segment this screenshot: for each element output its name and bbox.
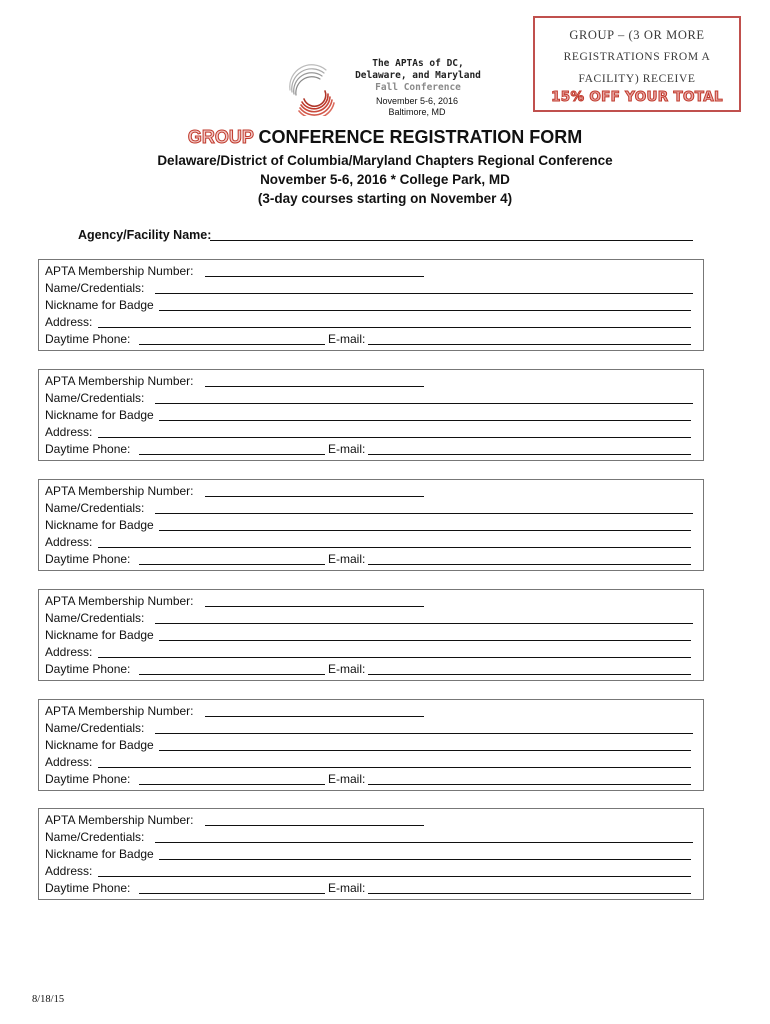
phone-email-row [45, 661, 695, 678]
nickname-field[interactable] [159, 859, 691, 860]
name-label: Name/Credentials: [45, 611, 145, 625]
name-label: Name/Credentials: [45, 281, 145, 295]
promo-offer: 15% OFF YOUR TOTAL [551, 89, 723, 105]
membership-row [45, 263, 695, 280]
address-row [45, 863, 695, 880]
email-label: E-mail: [328, 442, 366, 456]
membership-row [45, 812, 695, 829]
name-field[interactable] [155, 403, 693, 404]
membership-field[interactable] [205, 276, 424, 277]
membership-row [45, 703, 695, 720]
logo-line-2: Delaware, and Maryland [355, 70, 481, 81]
phone-email-row [45, 880, 695, 897]
email-field[interactable] [368, 564, 691, 565]
membership-field[interactable] [205, 386, 424, 387]
name-field[interactable] [155, 623, 693, 624]
phone-field[interactable] [139, 784, 325, 785]
name-field[interactable] [155, 842, 693, 843]
registrant-block [38, 259, 704, 351]
nickname-field[interactable] [159, 310, 691, 311]
membership-field[interactable] [205, 825, 424, 826]
promo-line-3: FACILITY) RECEIVE [578, 73, 696, 85]
phone-label: Daytime Phone: [45, 552, 131, 566]
nickname-row [45, 407, 695, 424]
address-field[interactable] [98, 437, 691, 438]
membership-row [45, 593, 695, 610]
subtitle-line-1: Delaware/District of Columbia/Maryland Chapters Regional Conference [157, 153, 613, 168]
name-row [45, 280, 695, 297]
email-label: E-mail: [328, 552, 366, 566]
promo-line-1: GROUP – (3 OR MORE [569, 28, 705, 42]
registrant-block [38, 369, 704, 461]
agency-label: Agency/Facility Name: [78, 228, 212, 242]
name-label: Name/Credentials: [45, 391, 145, 405]
registrant-block [38, 808, 704, 900]
name-label: Name/Credentials: [45, 501, 145, 515]
title-rest: CONFERENCE REGISTRATION FORM [258, 127, 583, 147]
phone-label: Daytime Phone: [45, 442, 131, 456]
name-row [45, 610, 695, 627]
page-title [0, 127, 770, 148]
nickname-row [45, 297, 695, 314]
nickname-label: Nickname for Badge [45, 847, 154, 861]
registrant-block [38, 699, 704, 791]
name-label: Name/Credentials: [45, 721, 145, 735]
promo-line-2: REGISTRATIONS FROM A [563, 51, 711, 63]
address-field[interactable] [98, 657, 691, 658]
nickname-label: Nickname for Badge [45, 408, 154, 422]
agency-field[interactable] [210, 240, 693, 241]
membership-label: APTA Membership Number: [45, 484, 194, 498]
email-field[interactable] [368, 893, 691, 894]
phone-label: Daytime Phone: [45, 881, 131, 895]
registrant-block [38, 589, 704, 681]
phone-field[interactable] [139, 893, 325, 894]
name-row [45, 390, 695, 407]
logo-date-location [362, 96, 472, 118]
nickname-row [45, 517, 695, 534]
phone-email-row [45, 331, 695, 348]
nickname-label: Nickname for Badge [45, 738, 154, 752]
nickname-row [45, 737, 695, 754]
phone-label: Daytime Phone: [45, 772, 131, 786]
phone-field[interactable] [139, 454, 325, 455]
membership-field[interactable] [205, 716, 424, 717]
address-label: Address: [45, 535, 93, 549]
email-label: E-mail: [328, 662, 366, 676]
footer-date: 8/18/15 [32, 994, 65, 1005]
registrant-block [38, 479, 704, 571]
address-row [45, 644, 695, 661]
membership-label: APTA Membership Number: [45, 813, 194, 827]
nickname-field[interactable] [159, 640, 691, 641]
name-label: Name/Credentials: [45, 830, 145, 844]
membership-label: APTA Membership Number: [45, 704, 194, 718]
address-field[interactable] [98, 547, 691, 548]
membership-field[interactable] [205, 496, 424, 497]
address-row [45, 314, 695, 331]
membership-row [45, 483, 695, 500]
phone-email-row [45, 771, 695, 788]
address-field[interactable] [98, 767, 691, 768]
logo-location: Baltimore, MD [388, 107, 446, 117]
phone-label: Daytime Phone: [45, 332, 131, 346]
phone-email-row [45, 551, 695, 568]
address-row [45, 754, 695, 771]
name-row [45, 829, 695, 846]
email-label: E-mail: [328, 772, 366, 786]
address-row [45, 534, 695, 551]
address-field[interactable] [98, 327, 691, 328]
nickname-field[interactable] [159, 530, 691, 531]
address-label: Address: [45, 315, 93, 329]
logo-line-1: The APTAs of DC, [372, 58, 464, 69]
address-label: Address: [45, 645, 93, 659]
address-label: Address: [45, 425, 93, 439]
membership-field[interactable] [205, 606, 424, 607]
phone-field[interactable] [139, 674, 325, 675]
email-field[interactable] [368, 454, 691, 455]
logo-line-3: Fall Conference [375, 82, 461, 93]
membership-label: APTA Membership Number: [45, 374, 194, 388]
phone-label: Daytime Phone: [45, 662, 131, 676]
name-field[interactable] [155, 733, 693, 734]
logo-date: November 5-6, 2016 [375, 96, 459, 106]
address-label: Address: [45, 755, 93, 769]
nickname-label: Nickname for Badge [45, 628, 154, 642]
nickname-field[interactable] [159, 750, 691, 751]
nickname-label: Nickname for Badge [45, 518, 154, 532]
email-label: E-mail: [328, 881, 366, 895]
conference-subtitle [0, 151, 770, 208]
phone-field[interactable] [139, 564, 325, 565]
nickname-field[interactable] [159, 420, 691, 421]
email-field[interactable] [368, 344, 691, 345]
name-row [45, 720, 695, 737]
subtitle-line-3: (3-day courses starting on November 4) [257, 191, 513, 206]
email-label: E-mail: [328, 332, 366, 346]
membership-label: APTA Membership Number: [45, 264, 194, 278]
nickname-label: Nickname for Badge [45, 298, 154, 312]
name-field[interactable] [155, 513, 693, 514]
swirl-logo-icon [282, 60, 338, 116]
name-row [45, 500, 695, 517]
nickname-row [45, 627, 695, 644]
email-field[interactable] [368, 784, 691, 785]
logo-text [339, 58, 497, 94]
group-discount-box [533, 16, 741, 112]
address-label: Address: [45, 864, 93, 878]
phone-field[interactable] [139, 344, 325, 345]
membership-row [45, 373, 695, 390]
name-field[interactable] [155, 293, 693, 294]
address-field[interactable] [98, 876, 691, 877]
address-row [45, 424, 695, 441]
membership-label: APTA Membership Number: [45, 594, 194, 608]
nickname-row [45, 846, 695, 863]
subtitle-line-2: November 5-6, 2016 * College Park, MD [260, 172, 510, 187]
email-field[interactable] [368, 674, 691, 675]
title-group-word: GROUP [187, 127, 254, 147]
phone-email-row [45, 441, 695, 458]
